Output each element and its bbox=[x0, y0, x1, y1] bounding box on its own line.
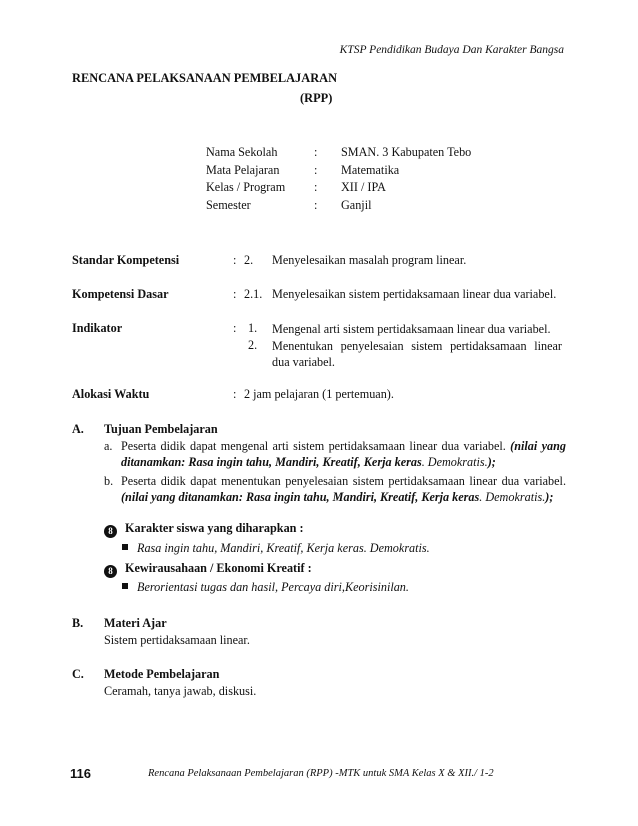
indikator-text: Menentukan penyelesaian sistem pertidaksamaan linear dua variabel. bbox=[272, 339, 562, 369]
section-b-text: Sistem pertidaksamaan linear. bbox=[104, 633, 250, 647]
identity-row bbox=[206, 198, 471, 216]
identity-value: Matematika bbox=[341, 162, 400, 177]
indikator-colon: : bbox=[233, 321, 237, 335]
objective-text: Peserta didik dapat menentukan penyelesaian sistem pertidaksamaan linear dua variabel. bbox=[121, 474, 566, 488]
objective-tail: . Demokratis. bbox=[479, 490, 546, 504]
objective-marker: a. bbox=[104, 439, 113, 453]
numbered-circle-icon: 8 bbox=[104, 525, 117, 538]
kewirausahaan-item-row bbox=[122, 580, 409, 595]
alokasi-colon: : bbox=[233, 387, 237, 401]
section-c-text: Ceramah, tanya jawab, diskusi. bbox=[104, 684, 257, 698]
objective-body bbox=[121, 438, 566, 470]
identity-label: Nama Sekolah bbox=[206, 145, 278, 159]
footer-text: Rencana Pelaksanaan Pembelajaran (RPP) -MTK untuk SMA Kelas X & XII./ 1-2 bbox=[148, 768, 494, 779]
objective-marker: b. bbox=[104, 474, 114, 488]
objective-close: ); bbox=[487, 455, 496, 469]
identity-row bbox=[206, 180, 471, 198]
karakter-heading: Karakter siswa yang diharapkan : bbox=[125, 521, 304, 535]
alokasi-text: 2 jam pelajaran (1 pertemuan). bbox=[244, 387, 394, 401]
objective-item bbox=[104, 438, 566, 470]
section-a-letter: A. bbox=[72, 422, 84, 436]
indikator-number: 1. bbox=[248, 321, 258, 335]
numbered-circle-icon: 8 bbox=[104, 565, 117, 578]
alokasi-label: Alokasi Waktu bbox=[72, 387, 150, 401]
section-a-heading: Tujuan Pembelajaran bbox=[104, 422, 218, 436]
square-bullet-icon bbox=[122, 583, 128, 589]
square-bullet-icon bbox=[122, 544, 128, 550]
objective-close: ); bbox=[545, 490, 554, 504]
objective-tail: . Demokratis. bbox=[421, 455, 488, 469]
karakter-item-row bbox=[122, 541, 430, 556]
identity-block bbox=[206, 145, 471, 215]
standar-label: Standar Kompetensi bbox=[72, 253, 180, 267]
karakter-heading-row bbox=[104, 521, 304, 538]
kewirausahaan-item: Berorientasi tugas dan hasil, Percaya diri,Keorisinilan. bbox=[137, 580, 409, 594]
identity-value: SMAN. 3 Kabupaten Tebo bbox=[341, 145, 472, 159]
indikator-text: Mengenal arti sistem pertidaksamaan linear dua variabel. bbox=[272, 322, 551, 336]
standar-text: Menyelesaikan masalah program linear. bbox=[272, 253, 467, 267]
identity-label: Semester bbox=[206, 197, 251, 212]
running-header: KTSP Pendidikan Budaya Dan Karakter Bangsa bbox=[339, 44, 564, 56]
identity-label: Mata Pelajaran bbox=[206, 162, 280, 177]
document-title: RENCANA PELAKSANAAN PEMBELAJARAN bbox=[72, 71, 338, 85]
kewirausahaan-heading-row bbox=[104, 561, 312, 578]
identity-row bbox=[206, 163, 471, 181]
kompetensi-label: Kompetensi Dasar bbox=[72, 287, 169, 301]
identity-colon: : bbox=[314, 162, 318, 177]
section-c-letter: C. bbox=[72, 667, 84, 681]
page-number: 116 bbox=[70, 766, 91, 781]
standar-colon: : bbox=[233, 253, 237, 267]
objective-text: Peserta didik dapat mengenal arti sistem pertidaksamaan linear dua variabel. bbox=[121, 439, 511, 453]
section-b-letter: B. bbox=[72, 616, 84, 630]
indikator-number: 2. bbox=[248, 338, 258, 352]
identity-value: XII / IPA bbox=[341, 180, 386, 194]
identity-colon: : bbox=[314, 197, 318, 212]
objective-body bbox=[121, 473, 566, 505]
objective-values: (nilai yang ditanamkan: Rasa ingin tahu, Mandiri, Kreatif, Kerja keras bbox=[121, 490, 480, 504]
identity-value: Ganjil bbox=[341, 197, 372, 212]
objective-values: (nilai yang ditanamkan: Rasa ingin tahu, Mandiri, Kreatif, Kerja keras bbox=[121, 439, 567, 469]
identity-row bbox=[206, 145, 471, 163]
identity-colon: : bbox=[314, 180, 318, 194]
indikator-label: Indikator bbox=[72, 321, 123, 335]
document-subtitle: (RPP) bbox=[300, 91, 333, 105]
section-c-heading: Metode Pembelajaran bbox=[104, 667, 220, 681]
identity-colon: : bbox=[314, 145, 318, 159]
karakter-item: Rasa ingin tahu, Mandiri, Kreatif, Kerja keras. Demokratis. bbox=[137, 541, 430, 555]
section-b-heading: Materi Ajar bbox=[104, 616, 167, 630]
kompetensi-text: Menyelesaikan sistem pertidaksamaan linear dua variabel. bbox=[272, 287, 557, 301]
kompetensi-colon: : bbox=[233, 287, 237, 301]
objective-item bbox=[104, 473, 566, 505]
kewirausahaan-heading: Kewirausahaan / Ekonomi Kreatif : bbox=[125, 561, 312, 575]
identity-label: Kelas / Program bbox=[206, 180, 286, 194]
kompetensi-number: 2.1. bbox=[244, 287, 263, 301]
standar-number: 2. bbox=[244, 253, 254, 267]
